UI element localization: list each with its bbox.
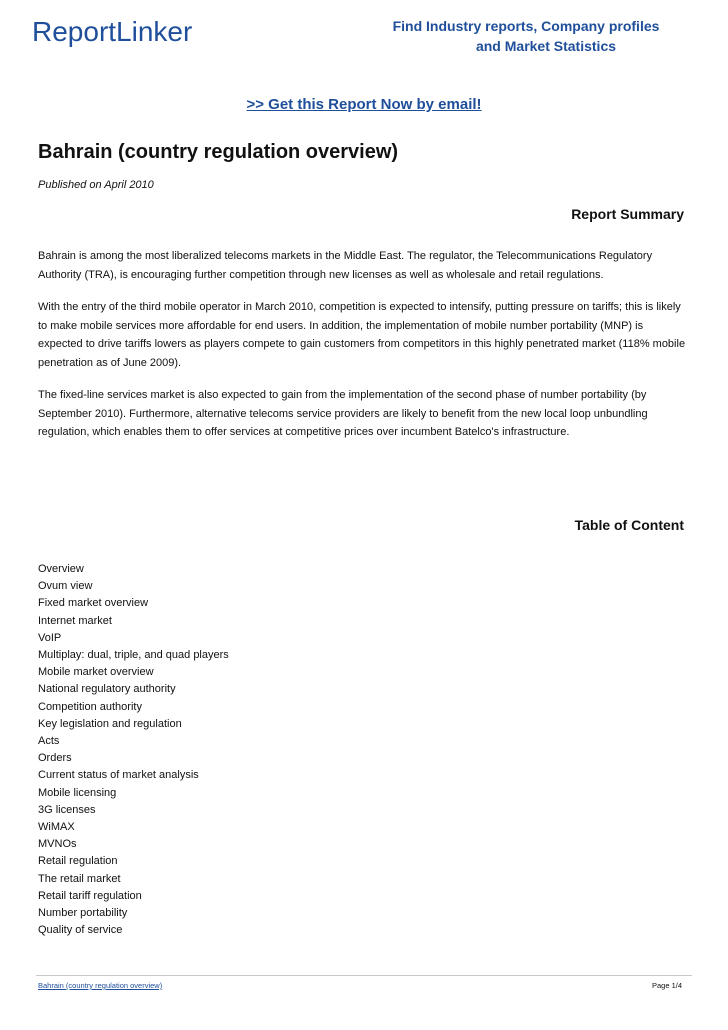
report-summary	[38, 247, 690, 456]
tagline-line-2: and Market Statistics	[475, 38, 617, 54]
footer-report-link[interactable]: Bahrain (country regulation overview)	[38, 981, 163, 990]
toc-item: VoIP	[38, 631, 62, 644]
toc-item: Retail regulation	[38, 855, 118, 868]
toc-item: Internet market	[38, 614, 112, 627]
get-report-email-link[interactable]: >> Get this Report Now by email!	[246, 96, 482, 113]
toc-item: Quality of service	[38, 924, 123, 937]
toc-item: Mobile market overview	[38, 666, 154, 679]
summary-paragraph: Bahrain is among the most liberalized telecoms markets in the Middle East. The regulator, the Telecommunications Regulatory Authority (TRA), is encouraging further competition through new licenses as well as wholesale and retail regulations.	[38, 250, 653, 281]
toc-item: MVNOs	[38, 838, 77, 851]
toc-item: Multiplay: dual, triple, and quad players	[38, 649, 229, 662]
toc-item: Acts	[38, 735, 60, 748]
reportlinker-logo[interactable]: ReportLinker	[32, 16, 193, 47]
summary-paragraph: With the entry of the third mobile operator in March 2010, competition is expected to intensify, putting pressure on tariffs; this is likely to make mobile services more affordable for end users. In addition, the implementation of mobile number portability (MNP) is expected to drive tariffs lowers as players compete to gain customers from competitors in this highly penetrated market (118% mobile penetration as of June 2009).	[38, 301, 686, 369]
tagline-line-1: Find Industry reports, Company profiles	[392, 18, 660, 34]
page-number: Page 1/4	[651, 981, 682, 990]
toc-item: Competition authority	[38, 700, 142, 713]
header-tagline	[376, 16, 676, 56]
toc-item: Orders	[38, 752, 72, 765]
toc-item: Mobile licensing	[38, 786, 117, 799]
toc-item: Current status of market analysis	[38, 769, 199, 782]
toc-item: Number portability	[38, 907, 128, 920]
toc-item: National regulatory authority	[38, 683, 176, 696]
toc-item: Key legislation and regulation	[38, 717, 182, 730]
toc-item: Fixed market overview	[38, 597, 149, 610]
report-summary-heading: Report Summary	[571, 206, 684, 222]
toc-item: WiMAX	[38, 821, 75, 834]
published-date: Published on April 2010	[38, 179, 154, 191]
footer-divider	[36, 975, 692, 976]
toc-item: Overview	[38, 563, 84, 575]
table-of-content-list	[38, 561, 229, 939]
toc-item: Ovum view	[38, 580, 93, 593]
report-title: Bahrain (country regulation overview)	[38, 141, 399, 163]
toc-item: 3G licenses	[38, 803, 96, 816]
toc-item: Retail tariff regulation	[38, 889, 142, 902]
table-of-content-heading: Table of Content	[574, 517, 684, 533]
toc-item: The retail market	[38, 872, 121, 885]
summary-paragraph: The fixed-line services market is also expected to gain from the implementation of the second phase of number portability (by September 2010). Furthermore, alternative telecoms service providers are likely to benefit from the new local loop unbundling regulation, which enables them to offer services at competitive prices over incumbent Batelco's infrastructure.	[38, 389, 648, 438]
